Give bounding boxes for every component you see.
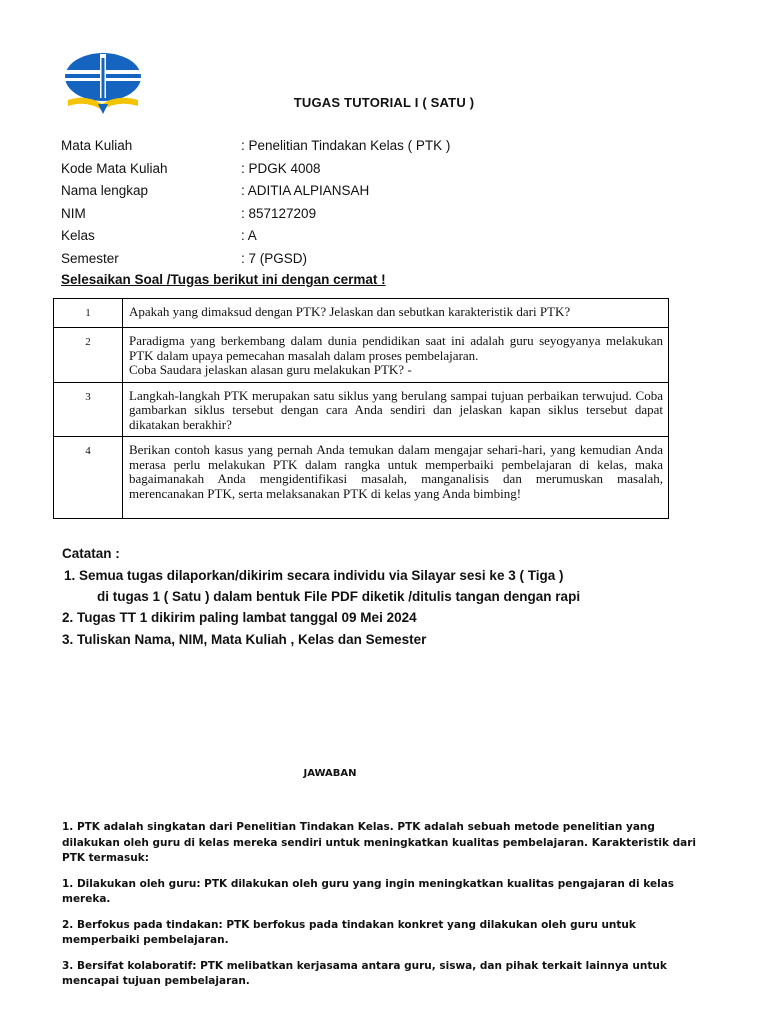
- question-text: Paradigma yang berkembang dalam dunia pendidikan saat ini adalah guru seyogyanya melakukan PTK dalam upaya pemecahan masalah dalam proses pembelajaran.: [129, 333, 663, 363]
- note-item: 2. Tugas TT 1 dikirim paling lambat tanggal 09 Mei 2024: [62, 610, 417, 625]
- question-text: Apakah yang dimaksud dengan PTK? Jelaskan dan sebutkan karakteristik dari PTK?: [123, 299, 669, 328]
- info-value: : A: [241, 228, 257, 243]
- info-value: : 857127209: [241, 205, 317, 221]
- notes-heading: Catatan :: [62, 546, 120, 561]
- question-number: 3: [54, 382, 123, 437]
- table-row: [54, 437, 669, 519]
- question-number: 2: [54, 328, 123, 383]
- answers-section: [62, 820, 707, 1000]
- note-item: 1. Semua tugas dilaporkan/dikirim secara individu via Silayar sesi ke 3 ( Tiga ): [64, 568, 564, 583]
- question-text: Coba Saudara jelaskan alasan guru melakukan PTK? -: [129, 362, 412, 377]
- table-row: [54, 328, 669, 383]
- answer-paragraph: 2. Berfokus pada tindakan: PTK berfokus pada tindakan konkret yang dilakukan oleh guru untuk memperbaiki pembelajaran.: [62, 918, 636, 946]
- table-row: [54, 382, 669, 437]
- note-item: 3. Tuliskan Nama, NIM, Mata Kuliah , Kelas dan Semester: [62, 632, 427, 647]
- info-value: : 7 (PGSD): [241, 250, 308, 266]
- document-title: TUGAS TUTORIAL I ( SATU ): [293, 95, 475, 110]
- info-label: NIM: [61, 205, 86, 221]
- info-value: : PDGK 4008: [241, 160, 321, 176]
- info-label: Kelas: [61, 228, 95, 243]
- table-row: [54, 299, 669, 328]
- info-label: Nama lengkap: [61, 183, 149, 198]
- question-text: Langkah-langkah PTK merupakan satu siklus yang berulang sampai tujuan perbaikan terwujud. Coba gambarkan siklus tersebut dengan cara Anda sendiri dan jelaskan kapan siklus tersebut dapat dikatakan berakhir?: [123, 382, 669, 437]
- question-text: Berikan contoh kasus yang pernah Anda temukan dalam mengajar sehari-hari, yang kemudian Anda merasa perlu melakukan PTK dalam rangka untuk memperbaiki pembelajaran di kelas, maka bagaimanakah Anda mengidentifikasi masalah, manganalisis dan merumuskan masalah, merencanakan PTK, serta melaksanakan PTK di kelas yang Anda bimbing!: [123, 437, 669, 519]
- info-label: Kode Mata Kuliah: [61, 160, 168, 176]
- info-label: Mata Kuliah: [61, 138, 133, 153]
- question-number: 4: [54, 437, 123, 519]
- answer-paragraph: 1. Dilakukan oleh guru: PTK dilakukan oleh guru yang ingin meningkatkan kualitas pengajaran di kelas mereka.: [62, 877, 675, 905]
- answer-heading: JAWABAN: [303, 768, 357, 779]
- question-cell: [123, 328, 669, 383]
- note-item: di tugas 1 ( Satu ) dalam bentuk File PDF diketik /ditulis tangan dengan rapi: [97, 589, 581, 604]
- answer-paragraph: 1. PTK adalah singkatan dari Penelitian Tindakan Kelas. PTK adalah sebuah metode penelitian yang dilakukan oleh guru di kelas mereka sendiri untuk meningkatkan kualitas pembelajaran. Karakteristik dari PTK termasuk:: [62, 821, 696, 864]
- instruction-heading: Selesaikan Soal /Tugas berikut ini dengan cermat !: [61, 272, 386, 287]
- info-value: : Penelitian Tindakan Kelas ( PTK ): [241, 138, 451, 153]
- answer-paragraph: 3. Bersifat kolaboratif: PTK melibatkan kerjasama antara guru, siswa, dan pihak terkait lainnya untuk mencapai tujuan pembelajaran.: [62, 959, 667, 987]
- info-label: Semester: [61, 250, 119, 266]
- info-value: : ADITIA ALPIANSAH: [241, 183, 370, 198]
- question-number: 1: [54, 299, 123, 328]
- questions-table: [53, 298, 669, 519]
